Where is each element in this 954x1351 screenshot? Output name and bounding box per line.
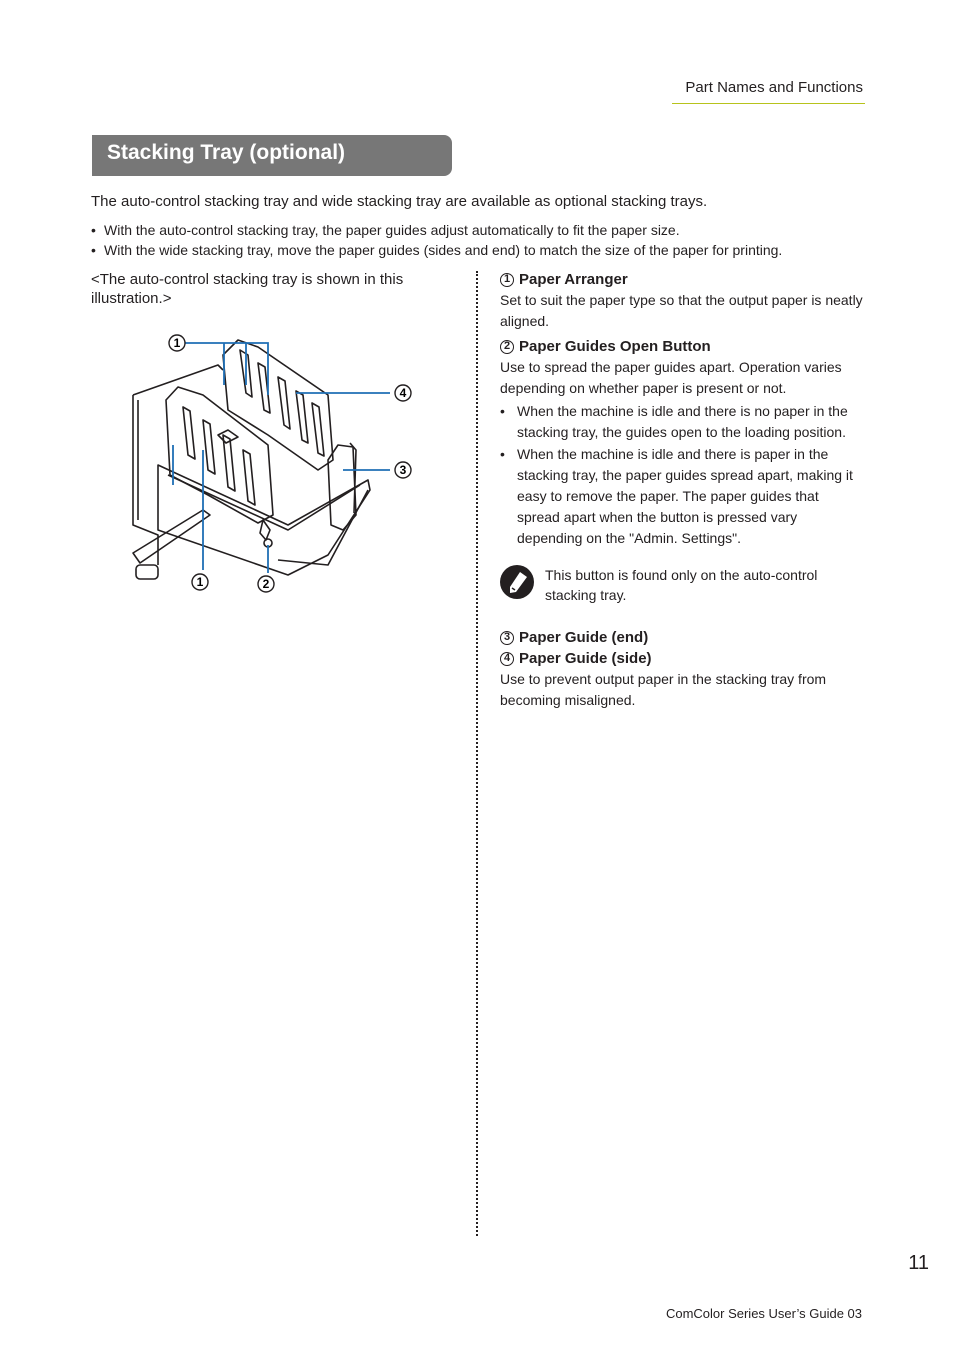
list-item: • When the machine is idle and there is paper in the stacking tray, the paper guides spread apart, making it easy to remove the paper. The paper guides that spread apart when the button is pressed vary depending on the "Admin. Settings". [500,446,853,546]
item-bullet-list [500,401,865,549]
item-description: Set to suit the paper type so that the output paper is neatly aligned. [500,292,863,329]
footer-text: ComColor Series User’s Guide 03 [665,1306,862,1321]
item-number-badge: 4 [500,652,514,666]
svg-text:1: 1 [173,336,181,350]
header-rule [672,103,865,104]
list-item: • With the auto-control stacking tray, the paper guides adjust automatically to fit the paper size. [91,222,680,238]
pencil-note-icon [500,565,534,599]
item-heading-guide-side: 4 Paper Guide (side) [500,648,865,669]
illustration-caption: <The auto-control stacking tray is shown in this illustration.> [91,271,404,307]
svg-text:4: 4 [399,386,407,400]
callout-3 [395,462,411,478]
parts-description-column [500,269,865,711]
callout-1-bottom [192,574,208,590]
item-description: Use to prevent output paper in the stacking tray from becoming misaligned. [500,671,827,708]
intro-bullet-list [91,220,782,260]
item-description: Use to spread the paper guides apart. Operation varies depending on whether paper is present or not. [500,359,842,396]
note-box [500,565,865,605]
page-number: 11 [908,1252,929,1274]
item-number-badge: 3 [500,631,514,645]
callout-4 [395,385,411,401]
svg-text:2: 2 [262,577,270,591]
svg-text:1: 1 [196,575,204,589]
stacking-tray-drawing [128,325,418,595]
item-number-badge: 2 [500,340,514,354]
note-text: This button is found only on the auto-control stacking tray. [545,567,818,603]
section-title: Stacking Tray (optional) [107,141,346,164]
callout-1-top [169,335,185,351]
list-item: • With the wide stacking tray, move the paper guides (sides and end) to match the size of the paper for printing. [91,242,783,258]
intro-paragraph: The auto-control stacking tray and wide stacking tray are available as optional stacking trays. [91,193,708,210]
item-number-badge: 1 [500,273,514,287]
item-heading-guide-end: 3 Paper Guide (end) [500,627,865,648]
column-divider [476,271,478,1236]
stacking-tray-illustration [128,325,418,600]
list-item: • When the machine is idle and there is no paper in the stacking tray, the guides open to the loading position. [500,403,848,440]
item-heading-guides-open-button: 2 Paper Guides Open Button [500,336,865,357]
callout-2 [258,576,274,592]
item-heading-paper-arranger: 1 Paper Arranger [500,269,865,290]
section-banner [92,135,452,176]
running-header: Part Names and Functions [685,79,863,96]
svg-text:3: 3 [399,463,407,477]
